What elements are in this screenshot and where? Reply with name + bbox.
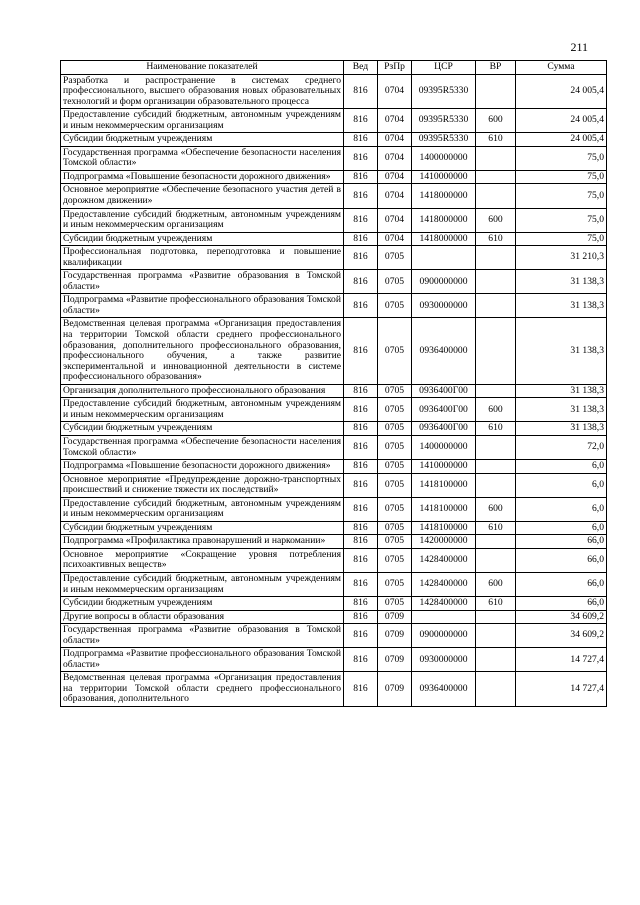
row-csr: 1418100000 xyxy=(412,521,476,535)
page-number: 211 xyxy=(570,40,588,54)
table-header-row xyxy=(61,61,607,75)
header-ved: Вед xyxy=(344,61,378,75)
table-row xyxy=(61,109,607,133)
table-row xyxy=(61,460,607,474)
row-ved: 816 xyxy=(344,535,378,549)
row-name: Другие вопросы в области образования xyxy=(61,610,344,624)
row-ved: 816 xyxy=(344,497,378,521)
row-ved: 816 xyxy=(344,572,378,596)
row-sum: 72,0 xyxy=(516,435,607,459)
row-name: Государственная программа «Развитие образования в Томской области» xyxy=(61,624,344,648)
row-vr xyxy=(476,294,516,318)
row-rzpr: 0709 xyxy=(378,624,412,648)
row-sum: 24 005,4 xyxy=(516,74,607,109)
row-ved: 816 xyxy=(344,597,378,611)
row-ved: 816 xyxy=(344,521,378,535)
table-row xyxy=(61,170,607,184)
row-rzpr: 0705 xyxy=(378,572,412,596)
row-sum: 31 138,3 xyxy=(516,318,607,384)
table-row xyxy=(61,184,607,208)
row-rzpr: 0705 xyxy=(378,318,412,384)
table-row xyxy=(61,146,607,170)
row-name: Основное мероприятие «Сокращение уровня потребления психоактивных веществ» xyxy=(61,548,344,572)
row-rzpr: 0705 xyxy=(378,246,412,270)
row-vr xyxy=(476,535,516,549)
row-name: Государственная программа «Обеспечение безопасности населения Томской области» xyxy=(61,435,344,459)
row-rzpr: 0705 xyxy=(378,535,412,549)
table-body xyxy=(61,74,607,706)
row-csr: 0930000000 xyxy=(412,294,476,318)
row-rzpr: 0704 xyxy=(378,232,412,246)
row-sum: 31 138,3 xyxy=(516,422,607,436)
row-csr: 1418100000 xyxy=(412,473,476,497)
row-name: Основное мероприятие «Обеспечение безопасного участия детей в дорожном движении» xyxy=(61,184,344,208)
table-row xyxy=(61,294,607,318)
row-vr xyxy=(476,384,516,398)
row-csr: 1410000000 xyxy=(412,170,476,184)
row-vr xyxy=(476,170,516,184)
row-csr: 1410000000 xyxy=(412,460,476,474)
row-csr: 0936400Г00 xyxy=(412,384,476,398)
header-rzpr: РзПр xyxy=(378,61,412,75)
row-vr: 610 xyxy=(476,232,516,246)
row-vr xyxy=(476,648,516,672)
row-ved: 816 xyxy=(344,648,378,672)
row-sum: 66,0 xyxy=(516,597,607,611)
row-name: Основное мероприятие «Предупреждение дорожно-транспортных происшествий и снижение тяжести их последствий» xyxy=(61,473,344,497)
row-vr: 610 xyxy=(476,422,516,436)
row-sum: 31 138,3 xyxy=(516,398,607,422)
row-ved: 816 xyxy=(344,473,378,497)
row-csr: 1418100000 xyxy=(412,497,476,521)
table-row xyxy=(61,384,607,398)
row-rzpr: 0705 xyxy=(378,521,412,535)
row-sum: 75,0 xyxy=(516,146,607,170)
row-csr: 1400000000 xyxy=(412,435,476,459)
row-name: Предоставление субсидий бюджетным, автономным учреждениям и иным некоммерческим организациям xyxy=(61,572,344,596)
row-csr xyxy=(412,246,476,270)
row-rzpr: 0705 xyxy=(378,597,412,611)
row-name: Предоставление субсидий бюджетным, автономным учреждениям и иным некоммерческим организациям xyxy=(61,497,344,521)
row-csr: 1428400000 xyxy=(412,597,476,611)
table-row xyxy=(61,521,607,535)
row-csr: 1400000000 xyxy=(412,146,476,170)
table-row xyxy=(61,624,607,648)
row-vr xyxy=(476,184,516,208)
row-rzpr: 0709 xyxy=(378,672,412,707)
row-rzpr: 0704 xyxy=(378,133,412,147)
row-csr: 0900000000 xyxy=(412,624,476,648)
row-ved: 816 xyxy=(344,398,378,422)
row-sum: 24 005,4 xyxy=(516,133,607,147)
row-ved: 816 xyxy=(344,184,378,208)
row-sum: 31 210,3 xyxy=(516,246,607,270)
row-vr xyxy=(476,318,516,384)
table-row xyxy=(61,246,607,270)
row-ved: 816 xyxy=(344,384,378,398)
row-sum: 6,0 xyxy=(516,460,607,474)
row-csr: 0936400Г00 xyxy=(412,422,476,436)
row-ved: 816 xyxy=(344,548,378,572)
row-rzpr: 0705 xyxy=(378,270,412,294)
row-rzpr: 0705 xyxy=(378,422,412,436)
row-vr: 610 xyxy=(476,521,516,535)
row-vr xyxy=(476,74,516,109)
row-ved: 816 xyxy=(344,74,378,109)
table-row xyxy=(61,572,607,596)
row-rzpr: 0705 xyxy=(378,473,412,497)
row-name: Ведомственная целевая программа «Организация предоставления на территории Томской области среднего профессионального образования, дополнительного профессионального образования, профессионального обучения, а также развитие экспериментальной и инновационной деятельности в системе профессионального образования» xyxy=(61,318,344,384)
row-rzpr: 0709 xyxy=(378,610,412,624)
table-row xyxy=(61,318,607,384)
row-vr: 600 xyxy=(476,398,516,422)
row-ved: 816 xyxy=(344,610,378,624)
row-name: Государственная программа «Обеспечение безопасности населения Томской области» xyxy=(61,146,344,170)
header-vr: ВР xyxy=(476,61,516,75)
table-row xyxy=(61,535,607,549)
row-vr xyxy=(476,672,516,707)
table-row xyxy=(61,422,607,436)
row-name: Разработка и распространение в системах среднего профессионального, высшего образования новых образовательных технологий и форм организации образовательного процесса xyxy=(61,74,344,109)
row-ved: 816 xyxy=(344,294,378,318)
row-name: Субсидии бюджетным учреждениям xyxy=(61,521,344,535)
row-vr: 610 xyxy=(476,597,516,611)
row-name: Организация дополнительного профессионального образования xyxy=(61,384,344,398)
table-row xyxy=(61,133,607,147)
row-ved: 816 xyxy=(344,318,378,384)
table-row xyxy=(61,648,607,672)
table-row xyxy=(61,435,607,459)
row-vr xyxy=(476,610,516,624)
row-vr xyxy=(476,473,516,497)
row-csr: 1418000000 xyxy=(412,184,476,208)
row-name: Подпрограмма «Повышение безопасности дорожного движения» xyxy=(61,460,344,474)
row-csr: 1428400000 xyxy=(412,548,476,572)
table-row xyxy=(61,208,607,232)
row-ved: 816 xyxy=(344,208,378,232)
row-vr xyxy=(476,435,516,459)
row-csr: 0936400000 xyxy=(412,318,476,384)
row-csr: 09395R5330 xyxy=(412,74,476,109)
row-sum: 66,0 xyxy=(516,535,607,549)
row-name: Профессиональная подготовка, переподготовка и повышение квалификации xyxy=(61,246,344,270)
row-ved: 816 xyxy=(344,624,378,648)
row-csr xyxy=(412,610,476,624)
row-name: Субсидии бюджетным учреждениям xyxy=(61,133,344,147)
table-row xyxy=(61,398,607,422)
row-rzpr: 0709 xyxy=(378,648,412,672)
row-sum: 6,0 xyxy=(516,497,607,521)
row-vr: 600 xyxy=(476,572,516,596)
row-vr xyxy=(476,548,516,572)
row-rzpr: 0704 xyxy=(378,208,412,232)
row-ved: 816 xyxy=(344,435,378,459)
table-row xyxy=(61,548,607,572)
row-ved: 816 xyxy=(344,246,378,270)
row-name: Государственная программа «Развитие образования в Томской области» xyxy=(61,270,344,294)
row-csr: 1418000000 xyxy=(412,232,476,246)
row-sum: 34 609,2 xyxy=(516,624,607,648)
row-sum: 66,0 xyxy=(516,548,607,572)
row-ved: 816 xyxy=(344,422,378,436)
row-sum: 24 005,4 xyxy=(516,109,607,133)
row-rzpr: 0705 xyxy=(378,398,412,422)
row-csr: 0900000000 xyxy=(412,270,476,294)
row-name: Предоставление субсидий бюджетным, автономным учреждениям и иным некоммерческим организациям xyxy=(61,208,344,232)
table-row xyxy=(61,610,607,624)
row-name: Субсидии бюджетным учреждениям xyxy=(61,232,344,246)
row-vr xyxy=(476,460,516,474)
row-rzpr: 0704 xyxy=(378,74,412,109)
row-rzpr: 0704 xyxy=(378,146,412,170)
row-name: Подпрограмма «Развитие профессионального образования Томской области» xyxy=(61,294,344,318)
row-ved: 816 xyxy=(344,270,378,294)
row-name: Субсидии бюджетным учреждениям xyxy=(61,422,344,436)
row-sum: 6,0 xyxy=(516,521,607,535)
row-csr: 0936400000 xyxy=(412,672,476,707)
table-row xyxy=(61,597,607,611)
row-rzpr: 0705 xyxy=(378,548,412,572)
row-vr: 610 xyxy=(476,133,516,147)
table-row xyxy=(61,497,607,521)
row-name: Подпрограмма «Профилактика правонарушений и наркомании» xyxy=(61,535,344,549)
table-row xyxy=(61,74,607,109)
table-row xyxy=(61,270,607,294)
row-sum: 75,0 xyxy=(516,184,607,208)
row-name: Предоставление субсидий бюджетным, автономным учреждениям и иным некоммерческим организациям xyxy=(61,109,344,133)
row-rzpr: 0705 xyxy=(378,460,412,474)
row-csr: 1420000000 xyxy=(412,535,476,549)
row-ved: 816 xyxy=(344,460,378,474)
header-name: Наименование показателей xyxy=(61,61,344,75)
row-name: Подпрограмма «Развитие профессионального образования Томской области» xyxy=(61,648,344,672)
table-row xyxy=(61,672,607,707)
row-rzpr: 0704 xyxy=(378,184,412,208)
row-sum: 75,0 xyxy=(516,232,607,246)
row-ved: 816 xyxy=(344,672,378,707)
row-ved: 816 xyxy=(344,232,378,246)
row-csr: 09395R5330 xyxy=(412,133,476,147)
row-csr: 1418000000 xyxy=(412,208,476,232)
row-name: Ведомственная целевая программа «Организация предоставления на территории Томской области среднего профессионального образования, дополнительного xyxy=(61,672,344,707)
row-vr: 600 xyxy=(476,208,516,232)
row-sum: 75,0 xyxy=(516,170,607,184)
row-sum: 75,0 xyxy=(516,208,607,232)
row-rzpr: 0705 xyxy=(378,384,412,398)
row-sum: 31 138,3 xyxy=(516,384,607,398)
row-name: Подпрограмма «Повышение безопасности дорожного движения» xyxy=(61,170,344,184)
row-csr: 1428400000 xyxy=(412,572,476,596)
row-csr: 0930000000 xyxy=(412,648,476,672)
row-sum: 14 727,4 xyxy=(516,672,607,707)
row-vr: 600 xyxy=(476,109,516,133)
row-vr xyxy=(476,246,516,270)
row-ved: 816 xyxy=(344,170,378,184)
row-ved: 816 xyxy=(344,146,378,170)
table-row xyxy=(61,232,607,246)
budget-table xyxy=(60,60,607,707)
row-name: Предоставление субсидий бюджетным, автономным учреждениям и иным некоммерческим организациям xyxy=(61,398,344,422)
row-csr: 09395R5330 xyxy=(412,109,476,133)
row-rzpr: 0704 xyxy=(378,109,412,133)
row-sum: 34 609,2 xyxy=(516,610,607,624)
row-name: Субсидии бюджетным учреждениям xyxy=(61,597,344,611)
table-row xyxy=(61,473,607,497)
row-ved: 816 xyxy=(344,133,378,147)
row-csr: 0936400Г00 xyxy=(412,398,476,422)
row-sum: 31 138,3 xyxy=(516,294,607,318)
row-vr xyxy=(476,270,516,294)
row-sum: 31 138,3 xyxy=(516,270,607,294)
row-ved: 816 xyxy=(344,109,378,133)
row-sum: 6,0 xyxy=(516,473,607,497)
row-sum: 14 727,4 xyxy=(516,648,607,672)
row-rzpr: 0705 xyxy=(378,435,412,459)
row-vr: 600 xyxy=(476,497,516,521)
header-sum: Сумма xyxy=(516,61,607,75)
header-csr: ЦСР xyxy=(412,61,476,75)
row-rzpr: 0705 xyxy=(378,294,412,318)
row-rzpr: 0705 xyxy=(378,497,412,521)
row-sum: 66,0 xyxy=(516,572,607,596)
row-rzpr: 0704 xyxy=(378,170,412,184)
row-vr xyxy=(476,146,516,170)
row-vr xyxy=(476,624,516,648)
